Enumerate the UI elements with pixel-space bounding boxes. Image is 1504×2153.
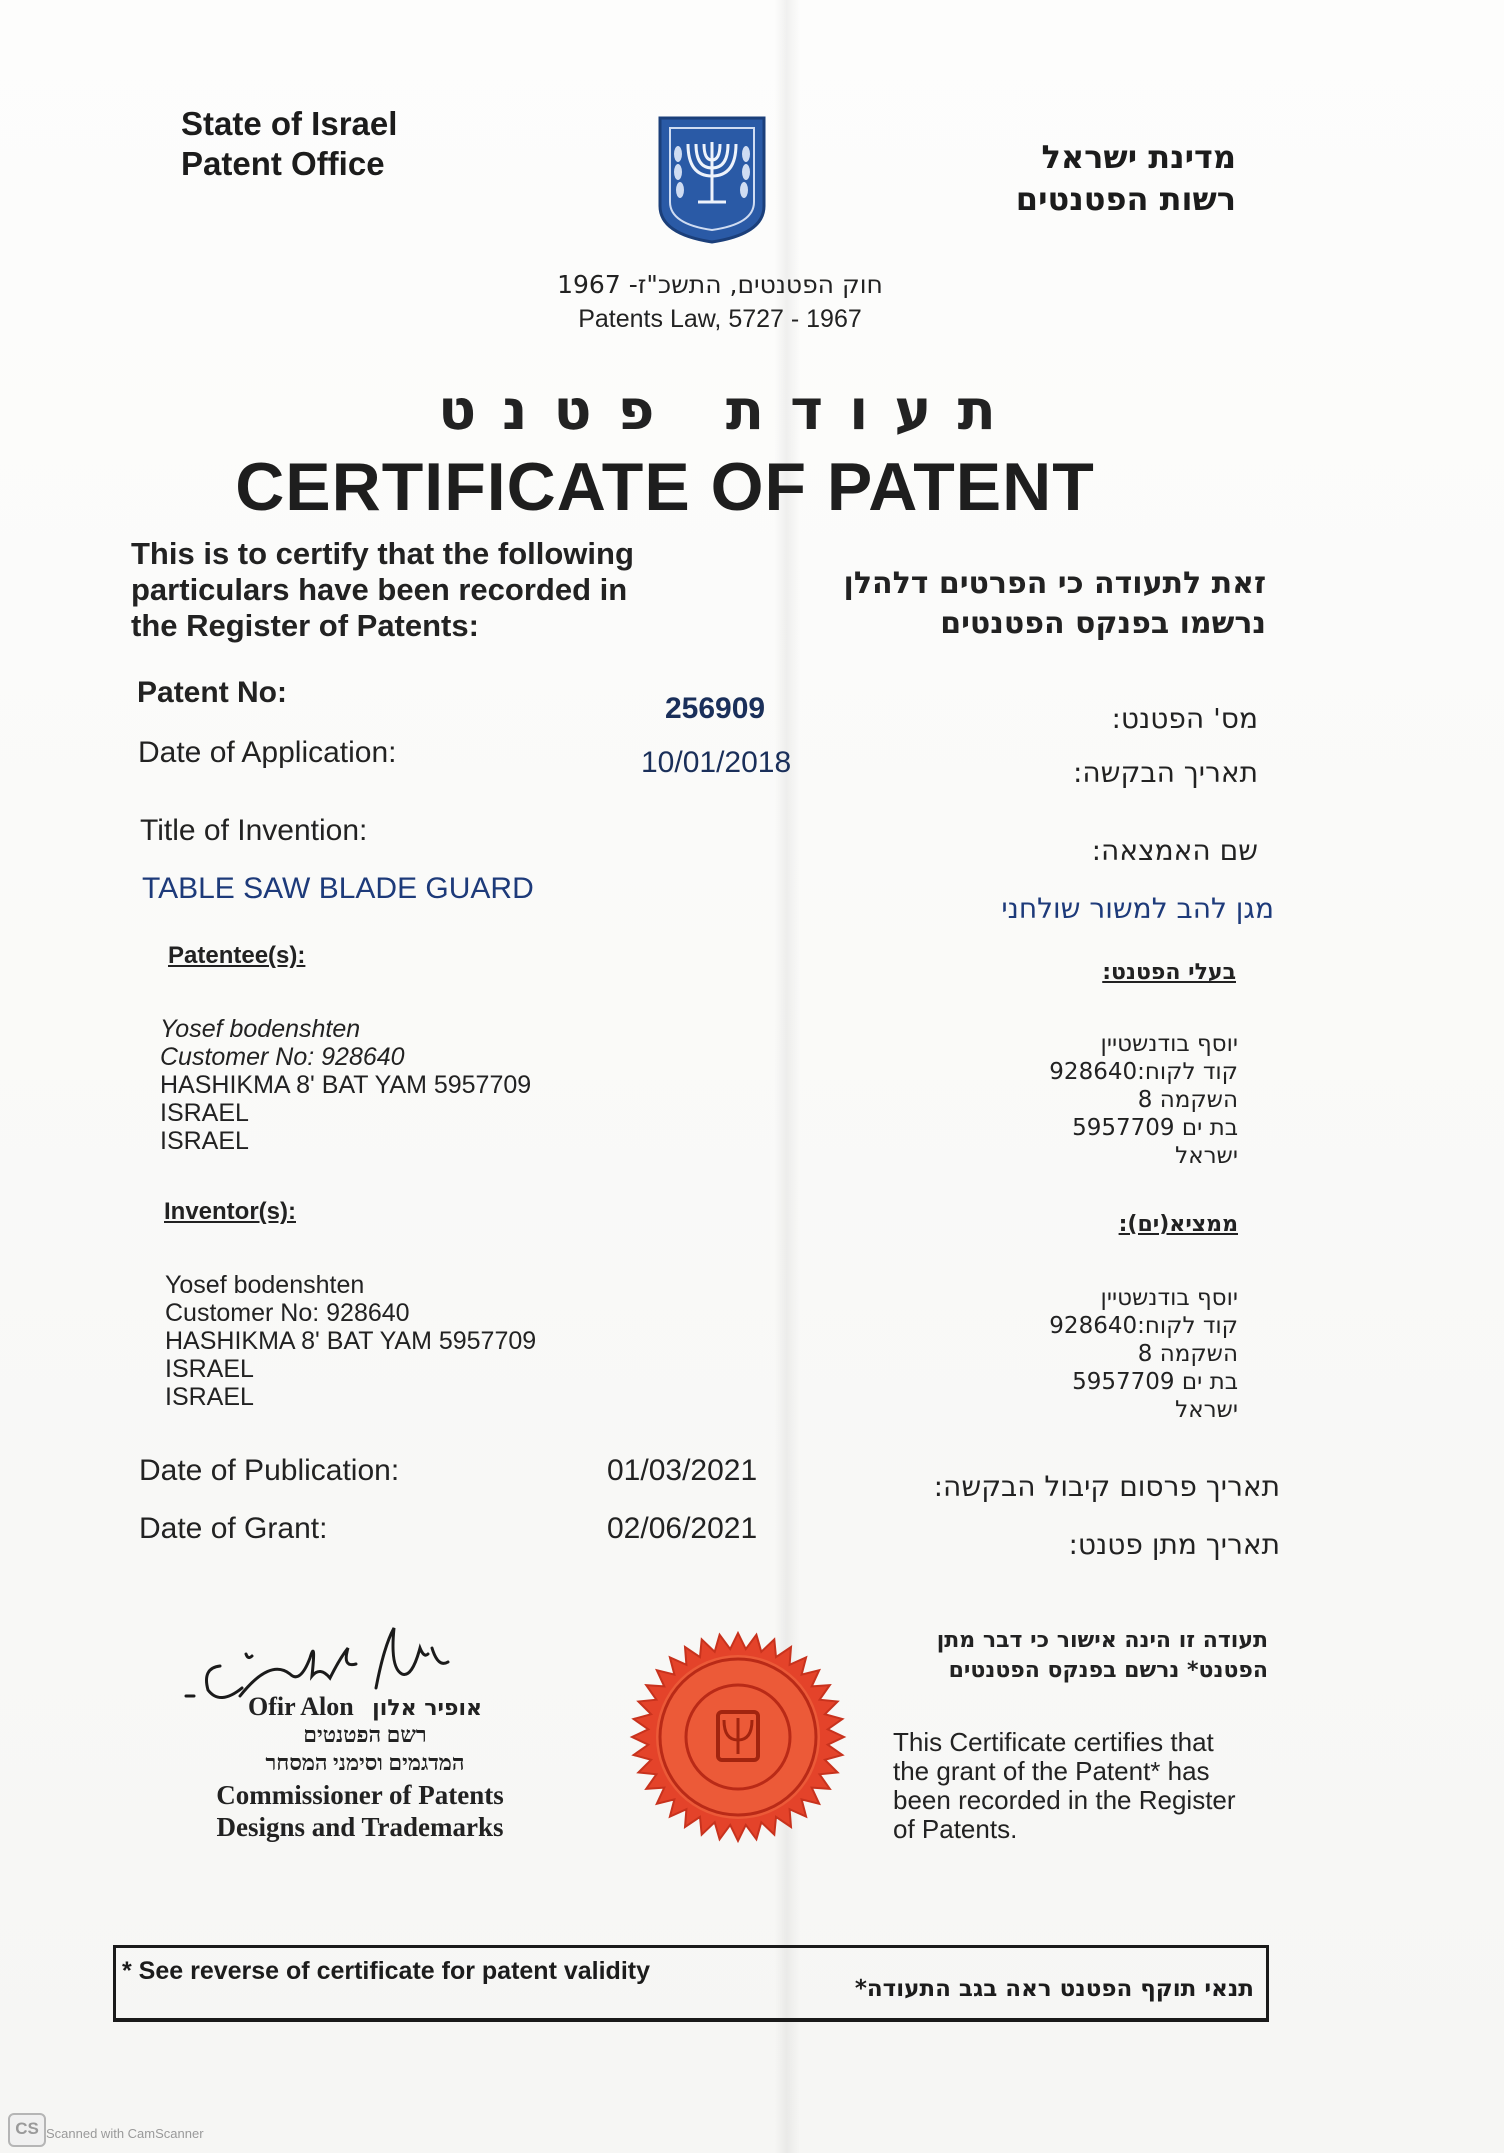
patent-no-label-he: מס' הפטנט: [1111, 702, 1258, 735]
certification-he-line: תעודה זו הינה אישור כי דבר מתן [936, 1628, 1268, 1653]
app-date-value: 10/01/2018 [641, 746, 792, 779]
app-date-label-en: Date of Application: [138, 736, 397, 769]
patentees-label-he: בעלי הפטנט: [1102, 960, 1236, 985]
validity-notice-he: תנאי תוקף הפטנט ראה בגב התעודה* [854, 1976, 1254, 2002]
intro-en [131, 536, 731, 644]
inventors-label-en: Inventor(s): [164, 1198, 296, 1225]
patent-no-label-en: Patent No: [137, 676, 287, 709]
inventor-address: HASHIKMA 8' BAT YAM 5957709 [165, 1327, 537, 1355]
header-right [960, 136, 1236, 220]
patentee-country: ISRAEL [160, 1099, 249, 1127]
official-seal [618, 1628, 858, 1846]
invention-title-en: TABLE SAW BLADE GUARD [142, 872, 534, 905]
patentee-name: Yosef bodenshten [160, 1015, 361, 1043]
law-reference [500, 268, 940, 336]
app-date-label-he: תאריך הבקשה: [1072, 756, 1258, 789]
intro-he-line: זאת לתעודה כי הפרטים דלהלן [843, 566, 1266, 601]
inventors-list-en [165, 1271, 685, 1411]
intro-en-line: the Register of Patents: [131, 608, 479, 643]
inventor-customer-no: Customer No: 928640 [165, 1299, 410, 1327]
certification-he-line: הפטנט* נרשם בפנקס הפטנטים [948, 1658, 1268, 1683]
law-en: Patents Law, 5727 - 1967 [578, 305, 862, 333]
patentee-country-he: ישראל [1175, 1143, 1238, 1169]
patentee-street-he: השקמה 8 [1137, 1087, 1238, 1113]
signer-name-line [215, 1692, 515, 1722]
state-en: State of Israel [181, 105, 398, 142]
title-he: תעודת פטנט [438, 378, 1022, 443]
inventors-list-he [960, 1284, 1238, 1424]
signer-role-he-1: רשם הפטנטים [303, 1722, 427, 1747]
patentee-customer-he: קוד לקוח:928640 [1049, 1059, 1238, 1085]
office-he: רשות הפטנטים [1015, 180, 1236, 218]
certification-en-line: the grant of the Patent* has [893, 1756, 1210, 1786]
inventor-customer-he: קוד לקוח:928640 [1049, 1313, 1238, 1339]
pub-date-value: 01/03/2021 [607, 1454, 758, 1487]
signer-name-en: Ofir Alon [247, 1692, 354, 1721]
state-he: מדינת ישראל [1041, 138, 1236, 176]
patentees-label-en: Patentee(s): [168, 942, 306, 969]
intro-en-line: This is to certify that the following [131, 536, 634, 571]
certification-he [910, 1626, 1268, 1686]
patentees-list-en [160, 1015, 680, 1155]
title-label-he: שם האמצאה: [1091, 834, 1258, 867]
inventors-label-he: ממציא(ים): [1118, 1212, 1238, 1237]
patentee-customer-no: Customer No: 928640 [160, 1043, 405, 1071]
certification-en [893, 1728, 1273, 1844]
certification-en-line: been recorded in the Register [893, 1785, 1236, 1815]
state-emblem [656, 114, 768, 244]
patentees-list-he [960, 1030, 1238, 1170]
signer-name-he: אופיר אלון [372, 1696, 483, 1721]
patentee-city-he: בת ים 5957709 [1072, 1115, 1238, 1141]
title-label-en: Title of Invention: [140, 814, 368, 847]
header-left [181, 104, 397, 184]
certification-en-line: This Certificate certifies that [893, 1727, 1214, 1757]
grant-date-label-en: Date of Grant: [139, 1512, 328, 1545]
signer-role-he-2: המדגמים וסימני המסחר [265, 1750, 465, 1775]
camscanner-text: Scanned with CamScanner [46, 2126, 204, 2141]
grant-date-value: 02/06/2021 [607, 1512, 758, 1545]
validity-notice-box [113, 1945, 1269, 2022]
title-en: CERTIFICATE OF PATENT [235, 449, 1095, 525]
patentee-name-he: יוסף בודנשטיין [1100, 1031, 1238, 1057]
inventor-city-he: בת ים 5957709 [1072, 1369, 1238, 1395]
pub-date-label-en: Date of Publication: [139, 1454, 400, 1487]
certification-en-line: of Patents. [893, 1814, 1018, 1844]
inventor-name-he: יוסף בודנשטיין [1100, 1285, 1238, 1311]
office-en: Patent Office [181, 145, 385, 182]
inventor-country-he: ישראל [1175, 1397, 1238, 1423]
patentee-country: ISRAEL [160, 1127, 249, 1155]
camscanner-logo: CS [8, 2113, 46, 2147]
signer-role-en-1: Commissioner of Patents [216, 1780, 504, 1810]
intro-en-line: particulars have been recorded in [131, 572, 628, 607]
pub-date-label-he: תאריך פרסום קיבול הבקשה: [933, 1470, 1280, 1503]
law-he: חוק הפטנטים, התשכ"ז- 1967 [557, 270, 883, 299]
inventor-name: Yosef bodenshten [165, 1271, 365, 1299]
inventor-street-he: השקמה 8 [1137, 1341, 1238, 1367]
inventor-country: ISRAEL [165, 1383, 254, 1411]
patentee-address: HASHIKMA 8' BAT YAM 5957709 [160, 1071, 532, 1099]
invention-title-he: מגן להב למשור שולחני [1001, 892, 1274, 925]
validity-notice-en: * See reverse of certificate for patent validity [122, 1957, 650, 1985]
intro-he-line: נרשמו בפנקס הפטנטים [940, 606, 1266, 641]
inventor-country: ISRAEL [165, 1355, 254, 1383]
grant-date-label-he: תאריך מתן פטנט: [1068, 1528, 1280, 1561]
intro-he [800, 564, 1266, 644]
signer-role-en-2: Designs and Trademarks [216, 1812, 504, 1842]
patent-no-value: 256909 [665, 692, 766, 725]
